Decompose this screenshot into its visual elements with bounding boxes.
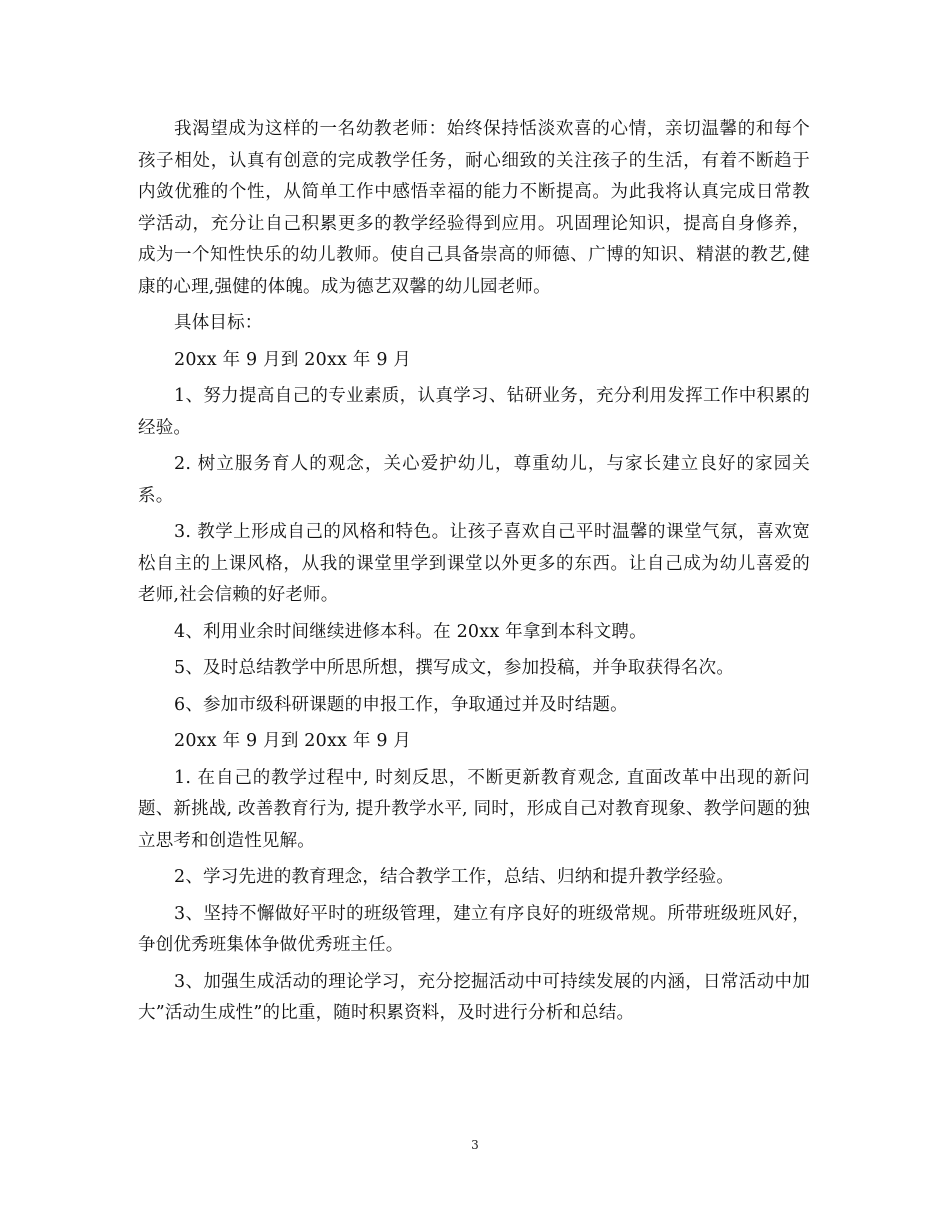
paragraph-goal-1-1: 1、努力提高自己的专业素质，认真学习、钻研业务，充分利用发挥工作中积累的经验。 [138,386,810,438]
paragraph-goals-heading: 具体目标： [174,313,263,333]
paragraph-goal-1-2: 2. 树立服务育人的观念，关心爱护幼儿，尊重幼儿，与家长建立良好的家园关系。 [138,454,810,506]
paragraph-intro: 我渴望成为这样的一名幼教老师：始终保持恬淡欢喜的心情，亲切温馨的和每个孩子相处，认真有创意的完成教学任务，耐心细致的关注孩子的生活，有着不断趋于内敛优雅的个性，从简单工作中感悟幸福的能力不断提高。为此我将认真完成日常教学活动，充分让自己积累更多的教学经验得到应用。巩固理论知识，提高自身修养，成为一个知性快乐的幼儿教师。使自己具备崇高的师德、广博的知识、精湛的教艺,健康的心理,强健的体魄。成为德艺双馨的幼儿园老师。 [138,119,810,297]
paragraph-goal-1-3: 3. 教学上形成自己的风格和特色。让孩子喜欢自己平时温馨的课堂气氛，喜欢宽松自主的上课风格，从我的课堂里学到课堂以外更多的东西。让自己成为幼儿喜爱的老师,社会信赖的好老师。 [138,522,810,605]
paragraph-goal-2-2: 2、学习先进的教育理念，结合教学工作，总结、归纳和提升教学经验。 [174,867,735,887]
document-body [138,114,810,1030]
paragraph-period-1: 20xx 年 9 月到 20xx 年 9 月 [174,349,412,370]
paragraph-period-2: 20xx 年 9 月到 20xx 年 9 月 [174,731,412,751]
paragraph-goal-1-6: 6、参加市级科研课题的申报工作，争取通过并及时结题。 [174,694,628,715]
paragraph-goal-2-4: 3、加强生成活动的理论学习，充分挖掘活动中可持续发展的内涵，日常活动中加大”活动生成性”的比重，随时积累资料，及时进行分析和总结。 [138,971,810,1023]
paragraph-goal-1-5: 5、及时总结教学中所思所想，撰写成文，参加投稿，并争取获得名次。 [174,658,735,678]
page-number: 3 [471,1138,479,1152]
paragraph-goal-2-3: 3、坚持不懈做好平时的班级管理，建立有序良好的班级常规。所带班级班风好，争创优秀班集体争做优秀班主任。 [138,903,810,955]
paragraph-goal-1-4: 4、利用业余时间继续进修本科。在 20xx 年拿到本科文聘。 [174,621,647,642]
paragraph-goal-2-1: 1. 在自己的教学过程中, 时刻反思，不断更新教育观念, 直面改革中出现的新问题、新挑战, 改善教育行为, 提升教学水平, 同时，形成自己对教育现象、教学问题的独立思考和创造性见解。 [138,767,810,851]
